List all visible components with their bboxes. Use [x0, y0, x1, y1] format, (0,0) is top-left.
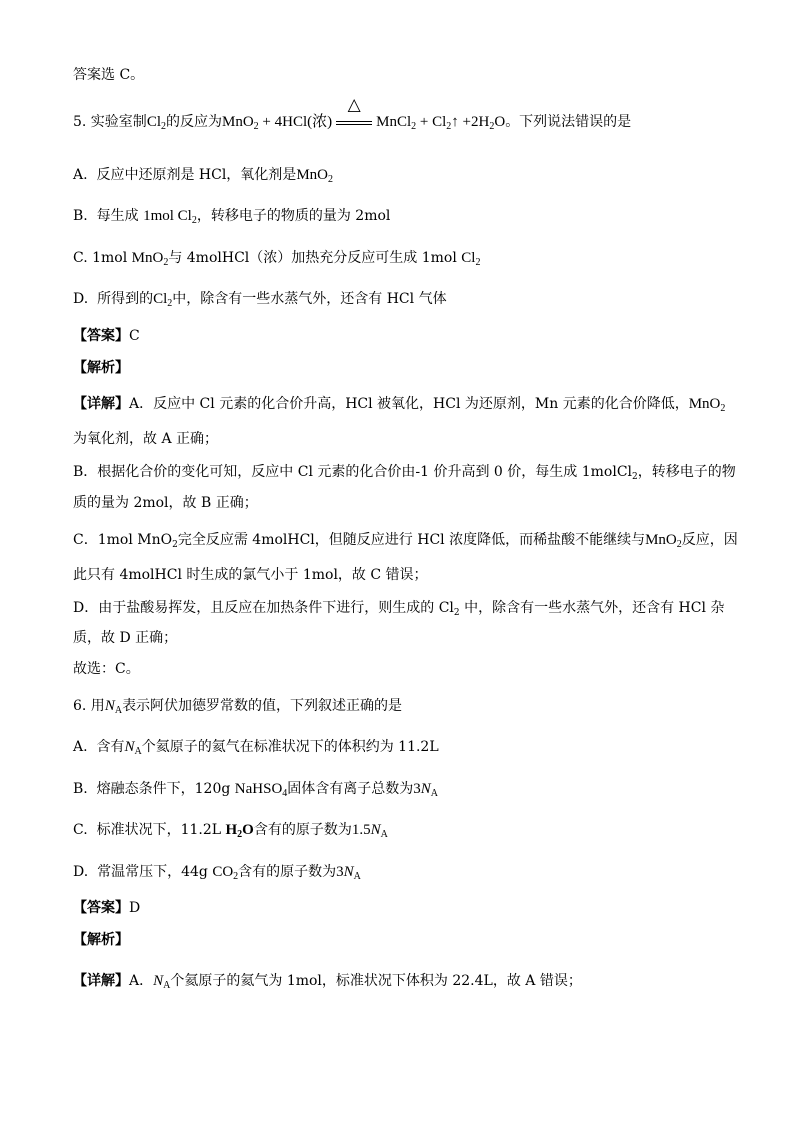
- subscript: 2: [720, 403, 726, 414]
- subscript: A: [380, 829, 388, 840]
- text-run: [439, 600, 460, 616]
- formula: [494, 114, 505, 130]
- subscript: A: [353, 871, 361, 882]
- formula-body: 1mol Cl: [143, 208, 192, 224]
- formula-body: N: [153, 973, 164, 989]
- equation-bar: [336, 121, 372, 125]
- formula-body: Cl: [146, 114, 161, 130]
- subscript: 2: [632, 472, 638, 482]
- text-run: 与 4molHCl（浓）加热充分反应可生成 1mol: [168, 250, 462, 266]
- text-run: 。下列说法错误的是: [505, 114, 632, 130]
- formula-body: 1.5: [351, 822, 371, 838]
- formula: [336, 864, 344, 880]
- text-run: 6. 用: [73, 698, 105, 714]
- text-run: [137, 532, 178, 548]
- formula-body: 3: [336, 864, 344, 880]
- formula: [259, 114, 332, 130]
- subscript: 2: [191, 215, 197, 226]
- formula-body: H: [225, 822, 238, 838]
- text-run: 完全反应需 4molHCl，但随反应进行 HCl 浓度降低，而稀盐酸不能继续与: [177, 532, 646, 548]
- subscript: 4: [282, 788, 288, 799]
- formula-body: MnO: [296, 167, 328, 183]
- subscript: 2: [446, 121, 452, 132]
- q6-option-c: [73, 820, 388, 840]
- q5-explanation-line: [73, 429, 218, 449]
- formula-body: CO: [212, 864, 234, 880]
- formula: [645, 532, 682, 548]
- text-run: 5. 实验室制: [73, 114, 147, 130]
- text-run: 为氧化剂，故 A 正确；: [73, 431, 219, 447]
- q5-explanation-line: [73, 565, 428, 585]
- text-run: [73, 973, 129, 989]
- text-run: 反应，因: [681, 532, 738, 548]
- subscript: 2: [253, 121, 259, 132]
- text-run: C．1mol: [73, 532, 138, 548]
- text-run: 个氦原子的氦气在标准状况下的体积约为 11.2L: [141, 739, 439, 755]
- q5-option-c: [73, 248, 480, 268]
- formula: [376, 114, 416, 130]
- text-body: 【答案】: [73, 328, 129, 344]
- text-run: 含有的原子数为: [253, 822, 352, 838]
- q6-analysis-label: [73, 930, 129, 950]
- subscript: 2: [475, 257, 481, 268]
- q5-explanation-line: [73, 394, 725, 414]
- text-body: MnO: [137, 532, 173, 548]
- subscript: A: [163, 980, 171, 991]
- text-body: 【详解】: [73, 396, 129, 412]
- q5-conclusion: [73, 659, 140, 679]
- text-run: ，转移电子的物质的量为 2mol: [196, 208, 391, 224]
- q5-explanation-line: [73, 493, 258, 513]
- formula-body: N: [420, 781, 431, 797]
- text-run: ，转移电子的物: [637, 464, 736, 480]
- text-body: 【详解】: [73, 973, 129, 989]
- formula: [132, 250, 169, 266]
- q5-stem: [73, 95, 632, 132]
- formula-body: N: [370, 822, 381, 838]
- subscript: 2: [161, 121, 166, 132]
- text-run: C: [129, 328, 140, 344]
- formula: [421, 781, 438, 797]
- subscript: 2: [411, 121, 417, 132]
- formula: [344, 864, 361, 880]
- text-run: 答案选 C。: [73, 67, 145, 83]
- text-run: [73, 900, 129, 916]
- text-run: 中，除含有一些水蒸气外，还含有 HCl 气体: [172, 291, 447, 307]
- formula-body: Cl: [461, 250, 476, 266]
- q5-answer: [73, 326, 140, 346]
- subscript: 2: [172, 540, 178, 550]
- text-run: [73, 932, 129, 948]
- text-run: A. 反应中还原剂是 HCl，氧化剂是: [73, 167, 297, 183]
- text-run: A. 含有: [73, 739, 125, 755]
- previous-answer-conclusion: [73, 65, 144, 85]
- formula: [296, 167, 333, 183]
- formula-body: N: [343, 864, 354, 880]
- formula: [212, 864, 238, 880]
- text-run: D. 常温常压下，44g: [73, 864, 213, 880]
- text-run: B. 每生成: [73, 208, 144, 224]
- formula: [222, 114, 259, 130]
- text-run: B．根据化合价的变化可知，反应中 Cl 元素的化合价由-1 价升高到 0 价，每生成: [73, 464, 582, 480]
- formula: [143, 208, 197, 224]
- q6-option-d: [73, 862, 361, 882]
- text-body: 1molCl: [581, 464, 633, 480]
- formula-body: 3: [413, 781, 421, 797]
- q5-explanation-line: [73, 462, 736, 482]
- formula: [352, 822, 371, 838]
- formula-body: MnO: [645, 532, 677, 548]
- formula-body: MnO: [131, 250, 164, 266]
- q5-option-a: [73, 165, 333, 185]
- subscript: A: [134, 746, 142, 757]
- q6-option-a: [73, 737, 439, 757]
- subscript: 2: [167, 298, 173, 309]
- text-run: C. 标准状况下，11.2L: [73, 822, 226, 838]
- text-run: 个氦原子的氦气为 1mol，标准状况下体积为 22.4L，故 A 错误；: [170, 973, 582, 989]
- subscript: A: [114, 705, 123, 716]
- q5-analysis-label: [73, 358, 129, 378]
- formula: [105, 698, 122, 714]
- formula-body: MnO: [222, 114, 254, 130]
- formula: [147, 114, 166, 130]
- formula: [153, 973, 170, 989]
- subscript: 2: [237, 829, 243, 840]
- subscript: 2: [453, 608, 460, 618]
- formula-body: ↑ +2H: [451, 114, 490, 130]
- text-body: 【答案】: [73, 900, 129, 916]
- text-run: [73, 360, 129, 376]
- formula: [413, 781, 421, 797]
- text-run: 中，除含有一些水蒸气外，还含有 HCl 杂: [459, 600, 725, 616]
- text-run: D．由于盐酸易挥发，且反应在加热条件下进行，则生成的: [73, 600, 439, 616]
- heat-triangle-icon: △: [347, 95, 361, 115]
- formula: [689, 396, 726, 412]
- formula-body: + Cl: [416, 114, 447, 130]
- formula-body: N: [104, 698, 115, 714]
- formula: [451, 114, 494, 130]
- q5-explanation-line: [73, 628, 177, 648]
- formula: [225, 822, 242, 838]
- text-run: B. 熔融态条件下，120g: [73, 781, 235, 797]
- formula: [153, 291, 172, 307]
- q5-option-d: [73, 289, 447, 309]
- q5-explanation-line: [73, 598, 724, 618]
- subscript: 2: [233, 871, 239, 882]
- q6-option-b: [73, 779, 438, 799]
- formula: [124, 739, 141, 755]
- text-run: 质的量为 2mol，故 B 正确；: [73, 495, 258, 511]
- text-run: C. 1mol: [73, 250, 132, 266]
- formula-body: NaHSO: [234, 781, 283, 797]
- text-run: [73, 328, 129, 344]
- q6-explanation-line: [73, 971, 582, 991]
- formula: [242, 822, 254, 838]
- formula-body: + 4HCl(浓): [258, 114, 333, 130]
- q6-stem: [73, 696, 402, 716]
- text-run: 质，故 D 正确；: [73, 630, 178, 646]
- formula-body: Cl: [153, 291, 168, 307]
- formula: [235, 781, 288, 797]
- text-run: 此只有 4molHCl 时生成的氯气小于 1mol，故 C 错误；: [73, 567, 428, 583]
- text-run: [582, 464, 638, 480]
- subscript: A: [430, 788, 439, 799]
- subscript: 2: [163, 257, 169, 268]
- subscript: 2: [327, 174, 333, 185]
- text-run: 含有的原子数为: [238, 864, 337, 880]
- formula-body: MnCl: [376, 114, 412, 130]
- text-run: 表示阿伏加德罗常数的值，下列叙述正确的是: [122, 698, 403, 714]
- text-run: 的反应为: [166, 114, 222, 130]
- subscript: 2: [489, 121, 495, 132]
- q5-explanation-line: [73, 530, 738, 550]
- text-run: 故选：C。: [73, 661, 140, 677]
- text-body: 【解析】: [73, 360, 129, 376]
- text-run: 固体含有离子总数为: [287, 781, 414, 797]
- formula-body: O: [242, 822, 254, 838]
- formula: [371, 822, 388, 838]
- text-run: [73, 396, 129, 412]
- q6-answer: [73, 898, 140, 918]
- text-run: D: [129, 900, 141, 916]
- text-body: 【解析】: [73, 932, 129, 948]
- formula: [416, 114, 451, 130]
- text-run: A．反应中 Cl 元素的化合价升高，HCl 被氧化，HCl 为还原剂，Mn 元素的化合价降低，: [129, 396, 689, 412]
- formula-body: O: [494, 114, 506, 130]
- formula: [461, 250, 480, 266]
- formula-body: MnO: [688, 396, 721, 412]
- text-run: D. 所得到的: [73, 291, 154, 307]
- q5-option-b: [73, 206, 390, 226]
- subscript: 2: [676, 539, 682, 550]
- text-body: Cl: [438, 600, 454, 616]
- formula-body: N: [124, 739, 135, 755]
- text-run: A．: [129, 973, 154, 989]
- heating-condition-sign: [334, 95, 374, 132]
